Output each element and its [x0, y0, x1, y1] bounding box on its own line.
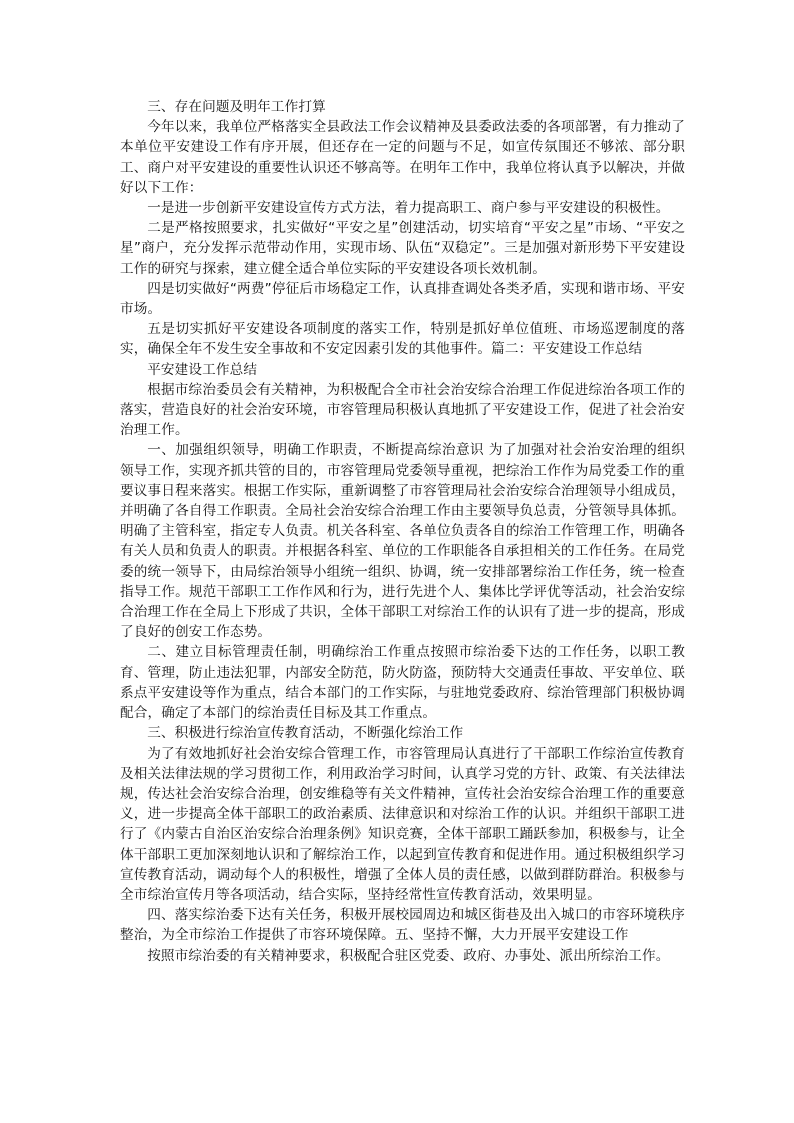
paragraph-section-five-body: 按照市综治委的有关精神要求，积极配合驻区党委、政府、办事处、派出所综治工作。: [147, 947, 670, 964]
paragraph-item-two-three: 二是严格按照要求，扎实做好“平安之星”创建活动，切实培育“平安之星”市场、“平安之星”商户，充分发挥示范带动作用，实现市场、队伍“双稳定”。三是加强对新形势下平安建设工作的研究与探索，建立健全适合单位实际的平安建设各项长效机制。: [120, 220, 685, 277]
paragraph-section-one: 一、加强组织领导，明确工作职责，不断提高综治意识 为了加强对社会治安治理的组织领导工作，实现齐抓共管的目的，市容管理局党委领导重视，把综治工作作为局党委工作的重要议事日程来落实。根据工作实际，重新调整了市容管理局社会治安综合治理领导小组成员，并明确了各自得工作职责。全局社会治安综合治理工作由主要领导负总责，分管领导具体抓。明确了主管科室，指定专人负责。机关各科室、各单位负责各自的综治工作管理工作，明确各有关人员和负责人的职责。并根据各科室、单位的工作职能各自承担相关的工作任务。在局党委的统一领导下，由局综治领导小组统一组织、协调，统一安排部署综治工作任务，统一检查指导工作。规范干部职工工作作风和行为，进行先进个人、集体比学评优等活动，社会治安综合治理工作在全局上下形成了共识，全体干部职工对综治工作的认识有了进一步的提高，形成了良好的创安工作态势。: [120, 442, 685, 641]
paragraph-item-one: 一是进一步创新平安建设宣传方式方法，着力提高职工、商户参与平安建设的积极性。: [147, 200, 670, 217]
paragraph-section-four-five: 四、落实综治委下达有关任务，积极开展校园周边和城区街巷及出入城口的市容环境秩序整治，为全市综治工作提供了市容环境保障。五、坚持不懈，大力开展平安建设工作: [120, 907, 685, 944]
paragraph-item-four: 四是切实做好“两费”停征后市场稳定工作，认真排查调处各类矛盾，实现和谐市场、平安市场。: [120, 280, 685, 318]
article-title: 平安建设工作总结: [147, 361, 258, 378]
paragraph-summary-intro: 根据市综治委员会有关精神，为积极配合全市社会治安综合治理工作促进综治各项工作的落实，营造良好的社会治安环境，市容管理局积极认真地抓了平安建设工作，促进了社会治安治理工作。: [120, 381, 685, 439]
section-heading-problems-plans: 三、存在问题及明年工作打算: [147, 99, 326, 115]
section-heading-three: 三、积极进行综治宣传教育活动，不断强化综治工作: [147, 725, 464, 742]
document-page: [120, 97, 685, 966]
paragraph-section-two: 二、建立目标管理责任制，明确综治工作重点按照市综治委下达的工作任务，以职工教育、管理，防止违法犯罪，内部安全防范，防火防盗，预防特大交通责任事故、平安单位、联系点平安建设等作为重点，结合本部门的工作实际，与驻地党委政府、综治管理部门积极协调配合，确定了本部门的综治责任目标及其工作重点。: [120, 644, 685, 722]
paragraph-item-five: 五是切实抓好平安建设各项制度的落实工作，特别是抓好单位值班、市场巡逻制度的落实，确保全年不发生安全事故和不安定因素引发的其他事件。篇二：平安建设工作总结: [120, 321, 685, 358]
paragraph-section-three-body: 为了有效地抓好社会治安综合管理工作，市容管理局认真进行了干部职工作综治宣传教育及相关法律法规的学习贯彻工作，利用政治学习时间，认真学习党的方针、政策、有关法律法规，传达社会治安综合治理，创安维稳等有关文件精神，宣传社会治安综合治理工作的重要意义，进一步提高全体干部职工的政治素质、法律意识和对综治工作的认识。并组织干部职工进行了《内蒙古自治区治安综合治理条例》知识竞赛，全体干部职工踊跃参加，积极参与，让全体干部职工更加深刻地认识和了解综治工作，以起到宣传教育和促进作用。通过积极组织学习宣传教育活动，调动每个人的积极性，增强了全体人员的责任感，以做到群防群治。积极参与全市综治宣传月等各项活动，结合实际，坚持经常性宣传教育活动，效果明显。: [120, 745, 685, 903]
paragraph-intro: 今年以来，我单位严格落实全县政法工作会议精神及县委政法委的各项部署，有力推动了本单位平安建设工作有序开展，但还存在一定的问题与不足，如宣传氛围还不够浓、部分职工、商户对平安建设的重要性认识还不够高等。在明年工作中，我单位将认真予以解决，并做好以下工作：: [120, 119, 685, 196]
